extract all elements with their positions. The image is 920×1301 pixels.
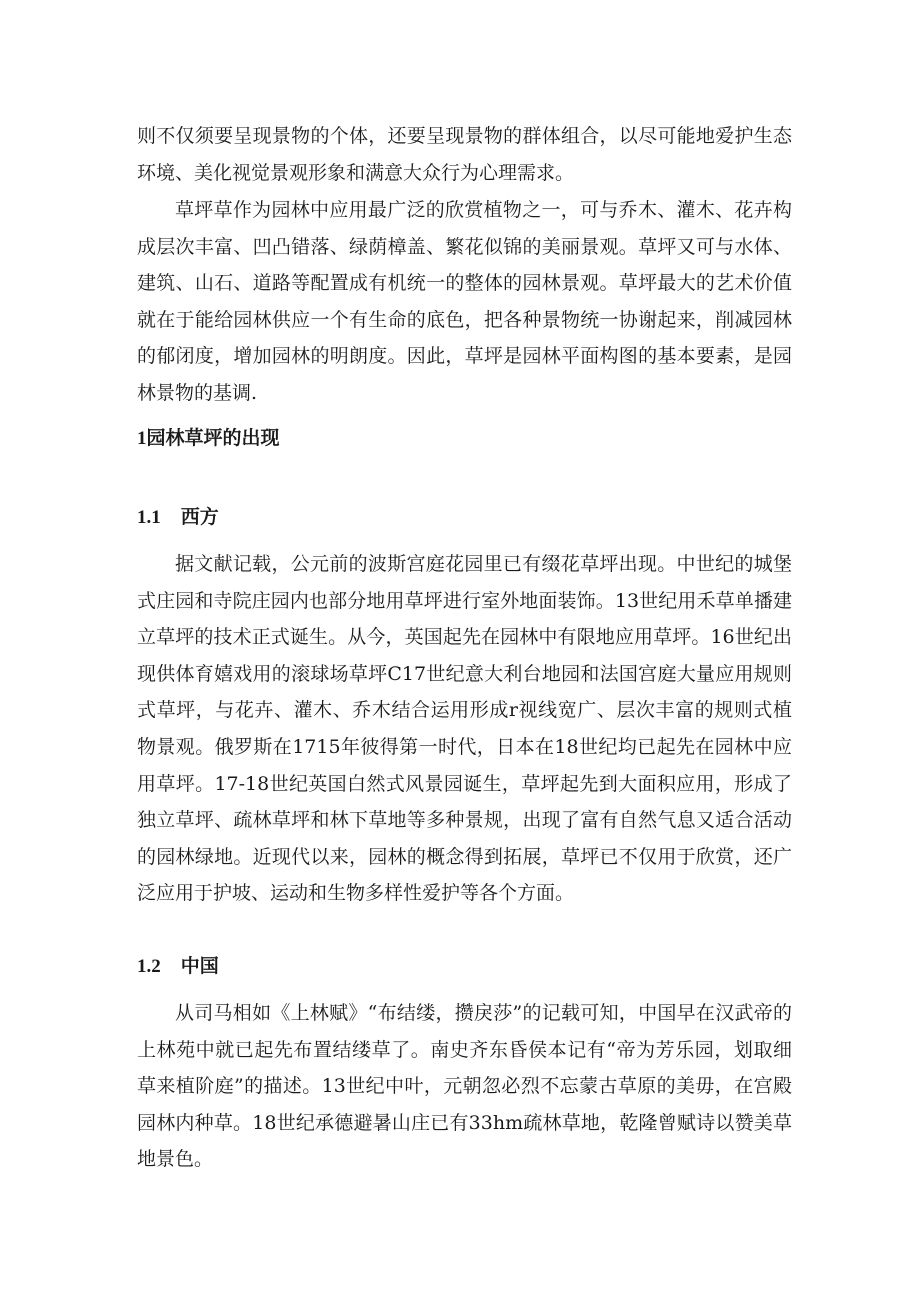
- section-title: 西方: [180, 506, 219, 528]
- section-heading-1-1: [137, 503, 219, 532]
- paragraph-china-history: 从司马相如《上林赋》“布结缕，攒戾莎”的记载可知，中国早在汉武帝的上林苑中就已起先布置结缕草了。南史齐东昏侯本记有“帝为芳乐园，划取细草来植阶庭”的描述。13世纪中叶，元朝忽必烈不忘蒙古草原的美毋，在宫殿园林内种草。18世纪承德避暑山庄已有33hm疏林草地，乾隆曾赋诗以赞美草地景色。: [137, 1002, 792, 1171]
- section-heading-1: [137, 424, 280, 453]
- section-number: 1.1: [137, 507, 161, 528]
- section-number: 1: [137, 428, 147, 449]
- section-heading-1-2: [137, 952, 219, 981]
- paragraph-west-history: 据文献记载，公元前的波斯宫庭花园里已有缀花草坪出现。中世纪的城堡式庄园和寺院庄园内也部分地用草坪进行室外地面装饰。13世纪用禾草单播建立草坪的技术正式诞生。从今，英国起先在园林中有限地应用草坪。16世纪出现供体育嬉戏用的滚球场草坪C17世纪意大利台地园和法国宫庭大量应用规则式草坪，与花卉、灌木、乔木结合运用形成r视线宽广、层次丰富的规则式植物景观。俄罗斯在1715年彼得第一时代，日本在18世纪均已起先在园林中应用草坪。17-18世纪英国白然式风景园诞生，草坪起先到大面积应用，形成了独立草坪、疏林草坪和林下草地等多种景规，出现了富有自然气息又适合活动的园林绿地。近现代以来，园林的概念得到拓展，草坪已不仅用于欣赏，还广泛应用于护坡、运动和生物多样性爱护等各个方面。: [137, 553, 792, 905]
- section-title: 园林草坪的出现: [146, 427, 280, 449]
- section-number: 1.2: [137, 956, 161, 977]
- paragraph-intro-continued: 则不仅须要呈现景物的个体，还要呈现景物的群体组合，以尽可能地爱护生态环境、美化视觉景观形象和满意大众行为心理需求。: [137, 125, 792, 184]
- section-title: 中国: [180, 955, 219, 977]
- paragraph-lawn-value: 草坪草作为园林中应用最广泛的欣赏植物之一，可与乔木、灌木、花卉构成层次丰富、凹凸错落、绿荫樟盖、繁花似锦的美丽景观。草坪又可与水体、建筑、山石、道路等配置成有机统一的整体的园林景观。草坪最大的艺术价值就在于能给园林供应一个有生命的底色，把各种景物统一协谢起来，削减园林的郁闭度，增加园林的明朗度。因此，草坪是园林平面构图的基本要素，是园林景物的基调.: [137, 199, 792, 404]
